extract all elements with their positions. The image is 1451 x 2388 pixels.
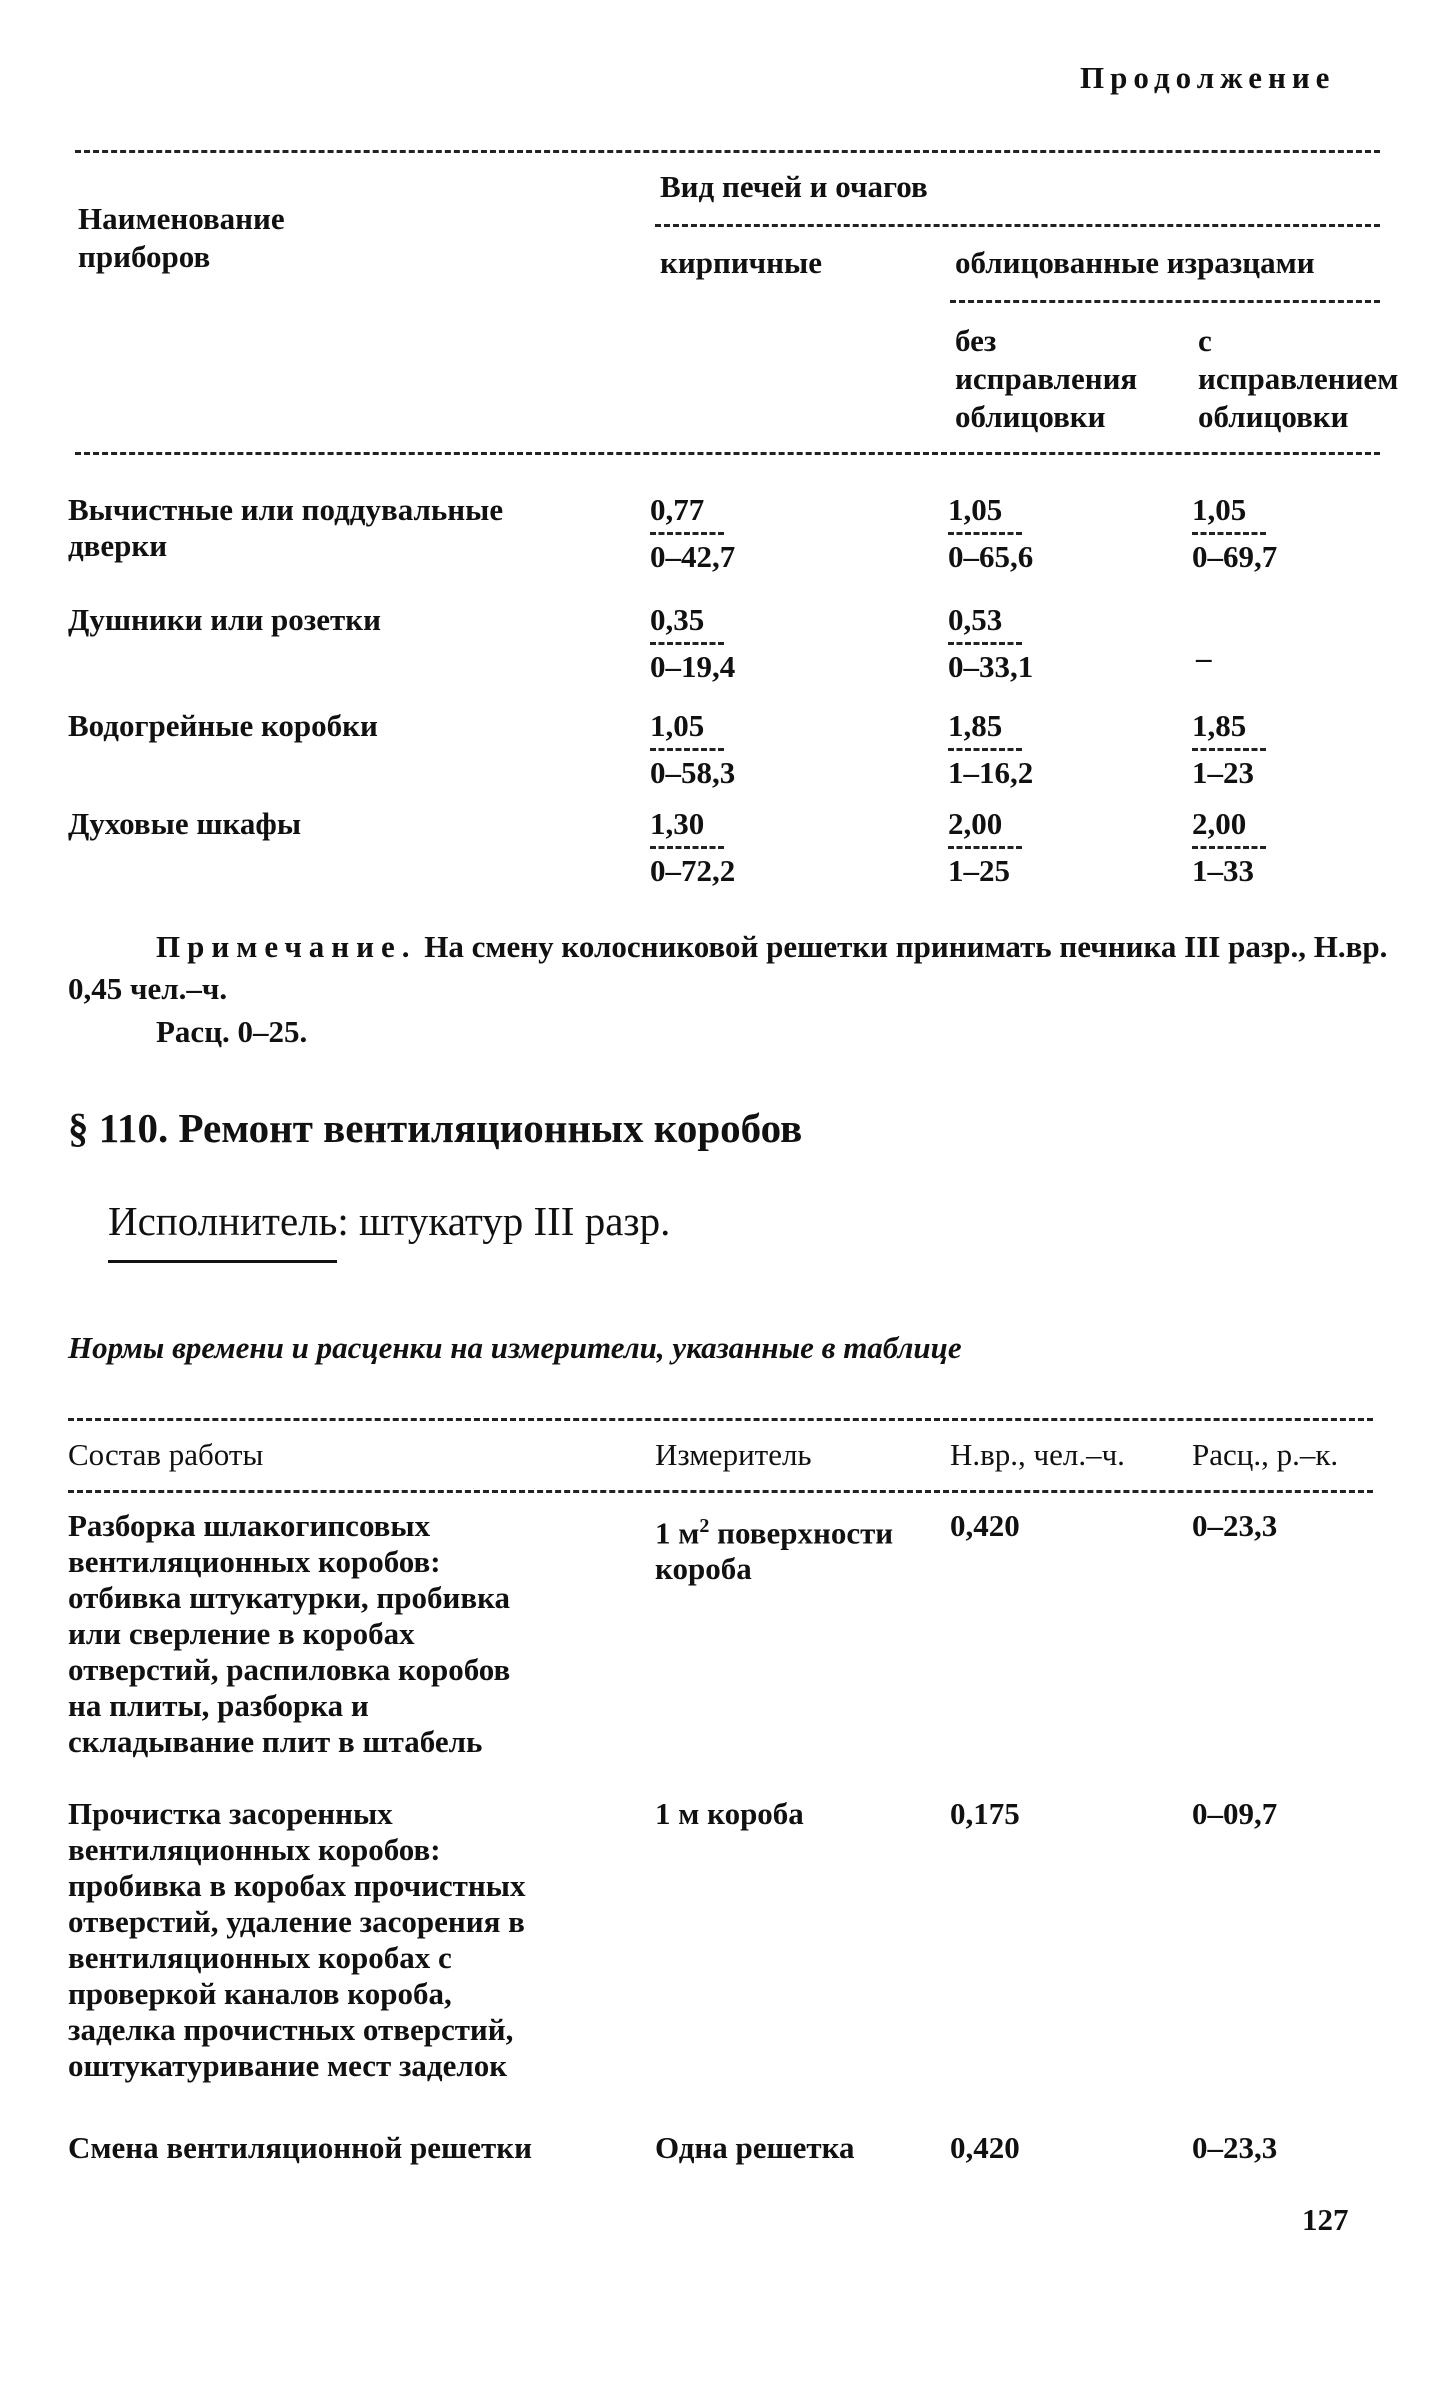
fraction-cell — [650, 492, 735, 575]
table1-head-repair: с исправлением облицовки — [1198, 323, 1399, 434]
performer-label: Исполнитель — [108, 1196, 337, 1263]
table2-row-unit: 1 м короба — [655, 1796, 804, 1831]
table2-top-rule — [68, 1418, 1373, 1421]
table2-row-time: 0,420 — [950, 1508, 1020, 1543]
table1-head-no-repair: без исправления облицовки — [955, 323, 1138, 434]
fraction-cell — [650, 806, 735, 889]
table2-head-bottom-rule — [68, 1490, 1373, 1493]
fraction-cell — [1192, 492, 1277, 575]
table2-header-work: Состав работы — [68, 1437, 264, 1472]
empty-cell-dash: – — [1196, 640, 1212, 675]
table2-header-time: Н.вр., чел.–ч. — [950, 1437, 1125, 1472]
fraction-denominator: 1–33 — [1192, 853, 1254, 888]
fraction-cell — [948, 602, 1033, 685]
table2-row-time: 0,420 — [950, 2130, 1020, 2165]
fraction-cell — [650, 602, 735, 685]
table2-header-unit: Измеритель — [655, 1437, 812, 1472]
fraction-cell — [650, 708, 735, 791]
table1-row-name: Духовые шкафы — [68, 806, 302, 841]
fraction-numerator: 1,05 — [1192, 492, 1266, 535]
table2-row-time: 0,175 — [950, 1796, 1020, 1831]
fraction-numerator: 1,05 — [650, 708, 724, 751]
table1-head-group: Вид печей и очагов — [660, 169, 928, 204]
fraction-denominator: 0–19,4 — [650, 649, 736, 684]
table2-row-rate: 0–23,3 — [1192, 2130, 1278, 2165]
fraction-numerator: 1,85 — [1192, 708, 1266, 751]
fraction-cell — [948, 492, 1033, 575]
note-rate: Расц. 0–25. — [156, 1014, 308, 1049]
table2-row-work: Прочистка засоренных вентиляционных коробов: пробивка в коробах прочистных отверстий, удаление засорения в вентиляционных коробах с проверкой каналов короба, заделка прочистных отверстий, оштукатуривание мест заделок — [68, 1796, 526, 2083]
table2-row-rate: 0–09,7 — [1192, 1796, 1278, 1831]
table2-header-rate: Расц., р.–к. — [1192, 1437, 1339, 1472]
page-number: 127 — [1302, 2202, 1349, 2237]
table1-head-brick: кирпичные — [660, 245, 822, 280]
fraction-numerator: 0,35 — [650, 602, 724, 645]
note-text: На смену колосниковой решетки принимать печника III разр., Н.вр. 0,45 чел.–ч. — [68, 929, 1388, 1006]
fraction-numerator: 0,77 — [650, 492, 724, 535]
section-subtitle: Нормы времени и расценки на измерители, указанные в таблице — [68, 1330, 962, 1365]
table2-row-work: Смена вентиляционной решетки — [68, 2130, 532, 2165]
table1-head-tiled: облицованные изразцами — [955, 245, 1315, 280]
unit-text: 1 м — [655, 1515, 700, 1551]
performer-line — [108, 1196, 670, 1263]
fraction-numerator: 1,05 — [948, 492, 1022, 535]
table1-head-bottom-rule — [75, 452, 1380, 455]
note-label: Примечание. — [156, 929, 417, 964]
section-title: § 110. Ремонт вентиляционных коробов — [68, 1105, 803, 1151]
performer-value: : штукатур III разр. — [337, 1198, 671, 1244]
table1-tiled-rule — [950, 300, 1380, 303]
fraction-denominator: 1–25 — [948, 853, 1010, 888]
fraction-cell — [1192, 806, 1266, 889]
fraction-denominator: 1–23 — [1192, 755, 1254, 790]
table2-row-work: Разборка шлакогипсовых вентиляционных коробов: отбивка штукатурки, пробивка или сверление в коробах отверстий, распиловка коробов на плиты, разборка и складывание плит в штабель — [68, 1508, 511, 1759]
note-paragraph — [68, 926, 1408, 1010]
fraction-denominator: 0–58,3 — [650, 755, 736, 790]
fraction-denominator: 0–65,6 — [948, 539, 1034, 574]
fraction-denominator: 0–69,7 — [1192, 539, 1278, 574]
fraction-denominator: 0–42,7 — [650, 539, 736, 574]
fraction-cell — [948, 708, 1033, 791]
table1-head-name: Наименование приборов — [78, 201, 285, 274]
table1-row-name: Душники или розетки — [68, 602, 381, 637]
fraction-numerator: 0,53 — [948, 602, 1022, 645]
table1-row-name: Вычистные или поддувальные дверки — [68, 492, 504, 563]
fraction-denominator: 1–16,2 — [948, 755, 1034, 790]
fraction-numerator: 2,00 — [1192, 806, 1266, 849]
fraction-numerator: 1,85 — [948, 708, 1022, 751]
table1-group-rule — [655, 224, 1380, 227]
fraction-numerator: 2,00 — [948, 806, 1022, 849]
fraction-denominator: 0–72,2 — [650, 853, 736, 888]
table2-row-unit: Одна решетка — [655, 2130, 855, 2165]
fraction-denominator: 0–33,1 — [948, 649, 1034, 684]
unit-superscript: 2 — [699, 1515, 710, 1537]
fraction-numerator: 1,30 — [650, 806, 724, 849]
unit-text: поверхности короба — [655, 1515, 894, 1587]
fraction-cell — [1192, 708, 1266, 791]
table2-row-unit — [655, 1508, 905, 1587]
table1-top-rule — [75, 150, 1380, 153]
table2-row-rate: 0–23,3 — [1192, 1508, 1278, 1543]
continuation-label: Продолжение — [1080, 60, 1336, 95]
table1-row-name: Водогрейные коробки — [68, 708, 378, 743]
fraction-cell — [948, 806, 1022, 889]
